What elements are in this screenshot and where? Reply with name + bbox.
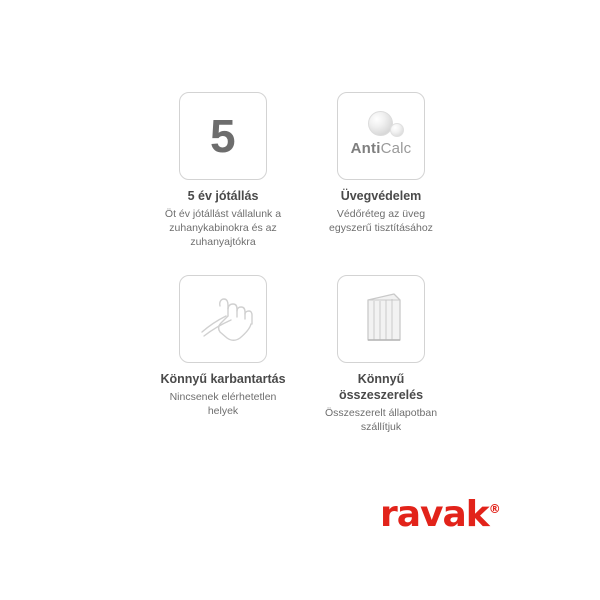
water-drop-small-icon (390, 123, 404, 137)
feature-description: Összeszerelt állapotban szállítjuk (324, 406, 438, 433)
feature-description: Nincsenek elérhetetlen helyek (169, 391, 277, 418)
number-five-icon: 5 (209, 110, 237, 162)
feature-title: Könnyű összeszerelés (338, 372, 424, 403)
feature-title: Könnyű karbantartás (160, 372, 286, 387)
water-drop-large-icon (368, 111, 393, 136)
assembly-icon-box (337, 275, 425, 363)
feature-easy-maintenance (160, 275, 286, 434)
anticalc-label-anti: Anti (350, 140, 381, 157)
hand-wiping-icon (180, 276, 266, 362)
anticalc-label (338, 140, 424, 157)
feature-easy-assembly (318, 275, 444, 434)
warranty-icon-box (179, 92, 267, 180)
feature-description: Védőréteg az üveg egyszerű tisztításához (329, 207, 433, 234)
feature-glass-protection (318, 92, 444, 249)
feature-row-bottom (160, 275, 460, 434)
maintenance-icon-box (179, 275, 267, 363)
feature-row-top (160, 92, 460, 249)
ravak-logo (380, 494, 501, 535)
feature-grid (160, 92, 460, 435)
feature-title: Üvegvédelem (340, 189, 422, 203)
anticalc-droplets-icon (338, 93, 424, 179)
feature-description: Öt év jótállást vállalunk a zuhanykabinokra és az zuhanyajtókra (164, 207, 282, 248)
anticalc-label-calc: Calc (380, 140, 412, 157)
assembled-shower-enclosure-icon (338, 276, 424, 362)
registered-trademark-icon: ® (488, 502, 501, 516)
anticalc-icon-box (337, 92, 425, 180)
feature-warranty (160, 92, 286, 249)
feature-title: 5 év jótállás (187, 189, 259, 203)
logo-text: ravak (380, 494, 489, 535)
